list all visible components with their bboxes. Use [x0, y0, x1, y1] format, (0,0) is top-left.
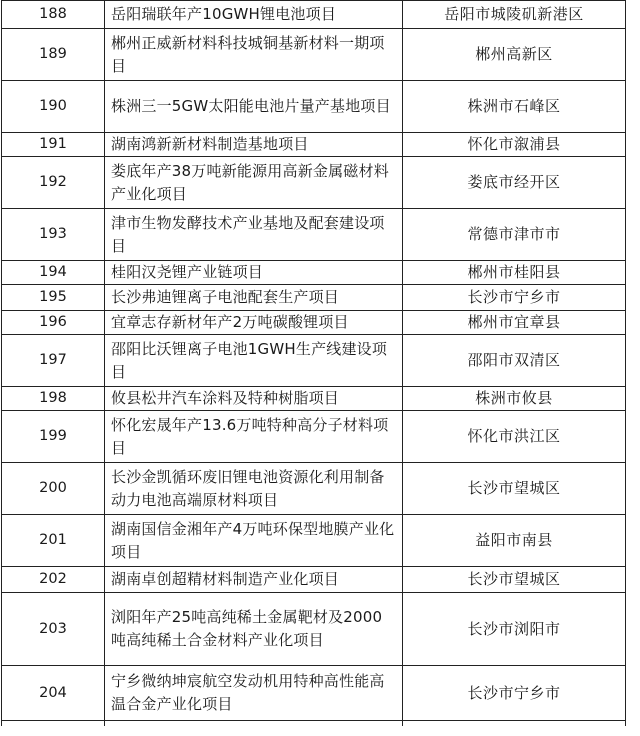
row-number: 202: [2, 567, 105, 593]
project-name: 长沙金凯循环废旧锂电池资源化利用制备动力电池高端原材料项目: [105, 463, 403, 515]
project-location: 长沙市浏阳市: [403, 593, 626, 666]
table-row: [2, 463, 626, 515]
project-name: 津市生物发酵技术产业基地及配套建设项目: [105, 209, 403, 261]
table-row: [2, 29, 626, 81]
project-location: 怀化市洪江区: [403, 411, 626, 463]
project-location: 长沙市宁乡市: [403, 666, 626, 721]
row-number: 200: [2, 463, 105, 515]
project-name: 浏阳年产25吨高纯稀土金属靶材及2000吨高纯稀土合金材料产业化项目: [105, 593, 403, 666]
project-location: 郴州高新区: [403, 29, 626, 81]
project-name: 娄底年产38万吨新能源用高新金属磁材料产业化项目: [105, 157, 403, 209]
project-location: 郴州市桂阳县: [403, 261, 626, 285]
table-row: [2, 1, 626, 29]
table-row: [2, 209, 626, 261]
table-row: [2, 157, 626, 209]
row-number: 189: [2, 29, 105, 81]
project-location: 长沙市望城区: [403, 463, 626, 515]
row-number: 194: [2, 261, 105, 285]
table-row: [2, 311, 626, 335]
project-location: 长沙市望城区: [403, 567, 626, 593]
project-table: [1, 0, 626, 726]
table-row: [2, 285, 626, 311]
table-row-partial: [2, 721, 626, 727]
row-number: 197: [2, 335, 105, 387]
project-name: 湖南卓创超精材料制造产业化项目: [105, 567, 403, 593]
project-location: 株洲市攸县: [403, 387, 626, 411]
row-number: 198: [2, 387, 105, 411]
project-name: 邵阳比沃锂离子电池1GWH生产线建设项目: [105, 335, 403, 387]
row-number: 191: [2, 133, 105, 157]
partial-cell: [2, 721, 105, 727]
row-number: 204: [2, 666, 105, 721]
row-number: 192: [2, 157, 105, 209]
row-number: 193: [2, 209, 105, 261]
project-name: 郴州正威新材料科技城铜基新材料一期项目: [105, 29, 403, 81]
table-row: [2, 593, 626, 666]
project-location: 常德市津市市: [403, 209, 626, 261]
row-number: 190: [2, 81, 105, 133]
project-location: 益阳市南县: [403, 515, 626, 567]
partial-cell: [403, 721, 626, 727]
project-name: 宜章志存新材年产2万吨碳酸锂项目: [105, 311, 403, 335]
project-location: 怀化市溆浦县: [403, 133, 626, 157]
project-location: 株洲市石峰区: [403, 81, 626, 133]
project-name: 桂阳汉尧锂产业链项目: [105, 261, 403, 285]
project-location: 郴州市宜章县: [403, 311, 626, 335]
table-row: [2, 387, 626, 411]
project-name: 宁乡微纳坤宸航空发动机用特种高性能高温合金产业化项目: [105, 666, 403, 721]
row-number: 203: [2, 593, 105, 666]
row-number: 195: [2, 285, 105, 311]
project-name: 湖南鸿新新材料制造基地项目: [105, 133, 403, 157]
row-number: 196: [2, 311, 105, 335]
table-row: [2, 133, 626, 157]
table-row: [2, 515, 626, 567]
project-table-body: [2, 1, 626, 727]
project-location: 长沙市宁乡市: [403, 285, 626, 311]
partial-cell: [105, 721, 403, 727]
project-location: 岳阳市城陵矶新港区: [403, 1, 626, 29]
project-name: 长沙弗迪锂离子电池配套生产项目: [105, 285, 403, 311]
table-row: [2, 81, 626, 133]
project-location: 娄底市经开区: [403, 157, 626, 209]
table-row: [2, 666, 626, 721]
table-row: [2, 411, 626, 463]
project-location: 邵阳市双清区: [403, 335, 626, 387]
project-name: 湖南国信金湘年产4万吨环保型地膜产业化项目: [105, 515, 403, 567]
row-number: 201: [2, 515, 105, 567]
row-number: 188: [2, 1, 105, 29]
project-name: 岳阳瑞联年产10GWH锂电池项目: [105, 1, 403, 29]
table-row: [2, 261, 626, 285]
table-row: [2, 335, 626, 387]
row-number: 199: [2, 411, 105, 463]
project-name: 攸县松井汽车涂料及特种树脂项目: [105, 387, 403, 411]
project-name: 株洲三一5GW太阳能电池片量产基地项目: [105, 81, 403, 133]
table-row: [2, 567, 626, 593]
project-name: 怀化宏晟年产13.6万吨特种高分子材料项目: [105, 411, 403, 463]
